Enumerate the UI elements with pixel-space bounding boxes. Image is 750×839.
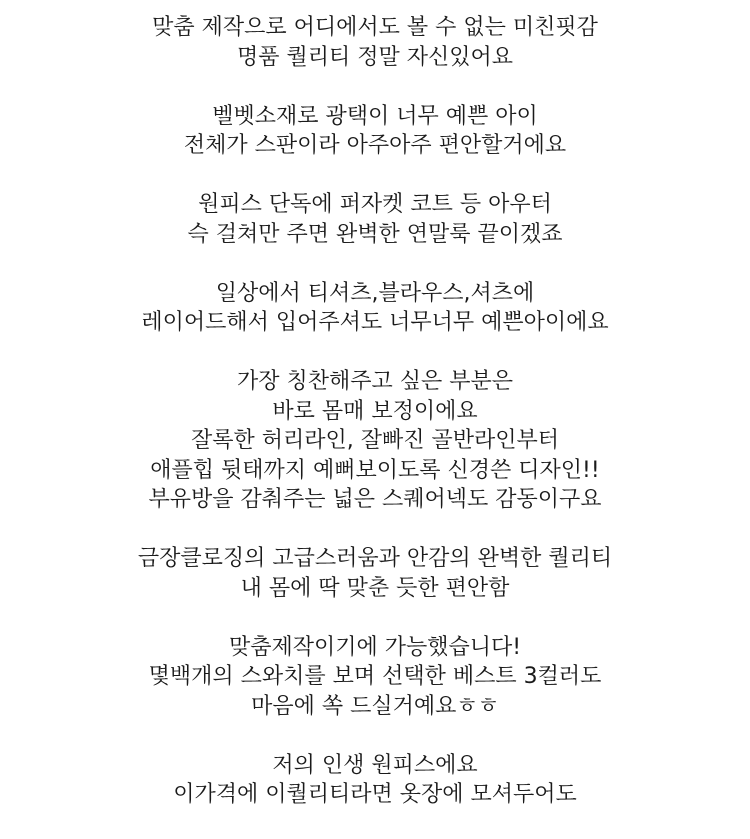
text-line: 레이어드해서 입어주셔도 너무너무 예쁜아이에요	[141, 310, 609, 335]
paragraph-layering	[0, 279, 750, 338]
product-description	[0, 13, 750, 839]
paragraph-gold-closing	[0, 544, 750, 603]
text-line: 저의 인생 원피스에요	[272, 752, 478, 778]
text-line: 금장클로징의 고급스러움과 안감의 완벽한 퀄리티	[137, 546, 613, 571]
text-line: 맞춤제작이기에 가능했습니다!	[228, 634, 522, 660]
text-line: 슥 걸쳐만 주면 완벽한 연말룩 끝이겠죠	[187, 221, 563, 247]
text-line: 명품 퀄리티 정말 자신있어요	[236, 44, 513, 70]
paragraph-custom-colors	[0, 633, 750, 722]
text-line: 내 몸에 딱 맞춘 듯한 편안함	[240, 575, 510, 601]
paragraph-body-shaping	[0, 367, 750, 515]
paragraph-custom-fit	[0, 13, 750, 72]
text-line: 몇백개의 스와치를 보며 선택한 베스트 3컬러도	[148, 664, 602, 689]
text-line: 애플힙 뒷태까지 예뻐보이도록 신경쓴 디자인!!	[150, 457, 600, 483]
text-line: 부유방을 감춰주는 넓은 스퀘어넥도 감동이구요	[148, 487, 602, 512]
paragraph-velvet-material	[0, 102, 750, 161]
text-line: 일상에서 티셔츠,블라우스,셔츠에	[215, 280, 535, 306]
paragraph-outer-styling	[0, 190, 750, 249]
text-line: 벨벳소재로 광택이 너무 예쁜 아이	[212, 103, 538, 129]
text-line: 이가격에 이퀄리티라면 옷장에 모셔두어도	[173, 782, 577, 807]
text-line: 맞춤 제작으로 어디에서도 볼 수 없는 미친핏감	[152, 15, 598, 40]
text-line: 가장 칭찬해주고 싶은 부분은	[236, 369, 513, 394]
paragraph-life-dress	[0, 751, 750, 810]
text-line: 원피스 단독에 퍼자켓 코트 등 아우터	[198, 192, 552, 217]
text-line: 전체가 스판이라 아주아주 편안할거에요	[183, 133, 567, 158]
text-line: 바로 몸매 보정이에요	[272, 398, 478, 424]
text-line: 잘록한 허리라인, 잘빠진 골반라인부터	[190, 428, 559, 453]
text-line: 마음에 쏙 드실거예요ㅎㅎ	[251, 693, 499, 719]
